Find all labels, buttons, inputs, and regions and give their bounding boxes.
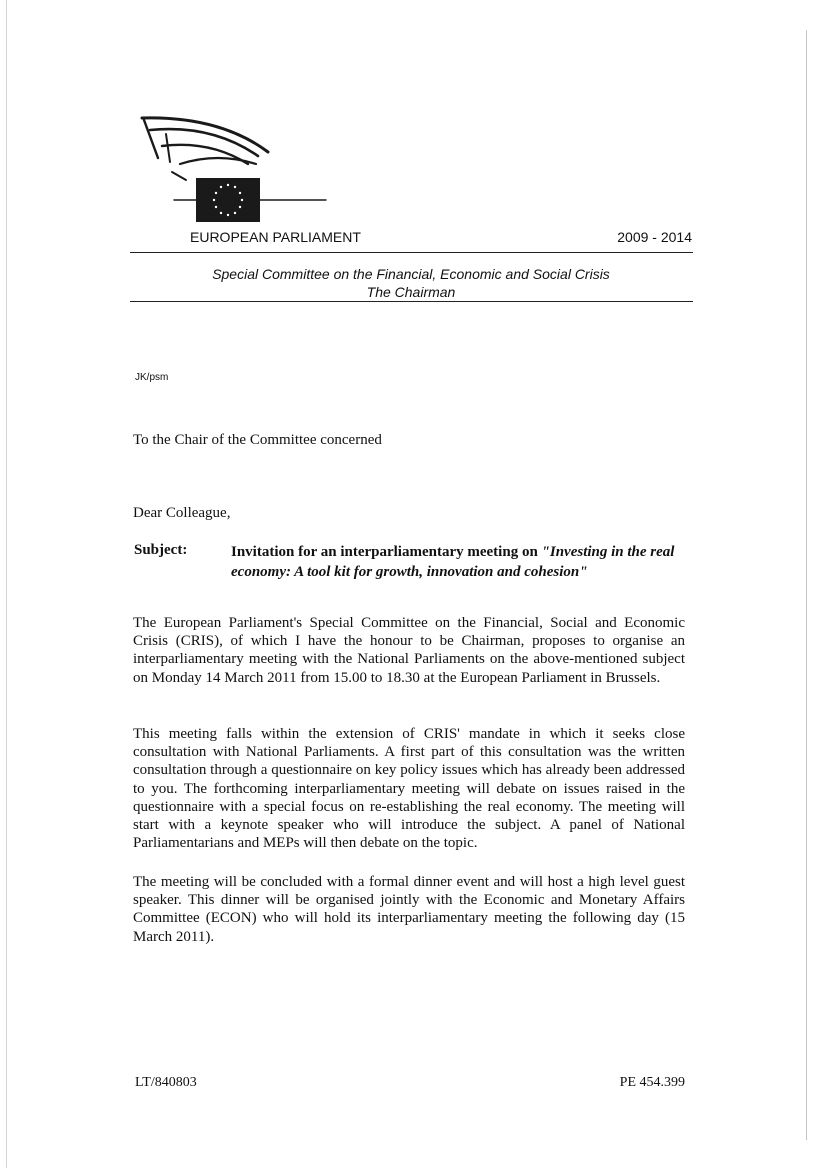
addressee: To the Chair of the Committee concerned [133, 432, 382, 448]
header-divider-top [130, 252, 693, 253]
subject-text-italic: "Investing in the real economy: A tool kit for growth, innovation and cohesion" [231, 544, 675, 580]
committee-role: The Chairman [366, 284, 456, 300]
salutation: Dear Colleague, [133, 505, 231, 521]
body-paragraph-2: This meeting falls within the extension of CRIS' mandate in which it seeks close consultation with National Parliaments. A first part of this consultation was the written consultation through a questionnaire on key policy issues which has already been addressed to you. The forthcoming interparliamentary meeting will debate on issues raised in the questionnaire with a special focus on re-establishing the real economy. The meeting will start with a keynote speaker who will introduce the subject. A panel of National Parliamentarians and MEPs will then debate on the topic. [133, 726, 685, 852]
document-number: LT/840803 [135, 1075, 197, 1090]
scan-edge-left [6, 0, 7, 1168]
reference-initials: JK/psm [135, 372, 169, 383]
header-divider-bottom [130, 301, 693, 302]
organization-name: EUROPEAN PARLIAMENT [190, 229, 361, 245]
subject-label: Subject: [134, 542, 188, 558]
subject-text-bold: Invitation for an interparliamentary meeting on [231, 544, 542, 560]
subject-text [231, 542, 691, 582]
committee-name: Special Committee on the Financial, Economic and Social Crisis [212, 266, 610, 282]
body-paragraph-1: The European Parliament's Special Committee on the Financial, Social and Economic Crisis (CRIS), of which I have the honour to be Chairman, proposes to organise an interparliamentary meeting with the National Parliaments on the above-mentioned subject on Monday 14 March 2011 from 15.00 to 18.30 at the European Parliament in Brussels. [133, 615, 685, 686]
scan-edge-right [806, 30, 807, 1140]
european-parliament-logo [140, 112, 340, 224]
parliamentary-term: 2009 - 2014 [617, 229, 692, 245]
body-paragraph-3: The meeting will be concluded with a formal dinner event and will host a high level guest speaker. This dinner will be organised jointly with the Economic and Monetary Affairs Committee (ECON) who will hold its interparliamentary meeting the following day (15 March 2011). [133, 874, 685, 945]
pe-number: PE 454.399 [619, 1075, 685, 1090]
